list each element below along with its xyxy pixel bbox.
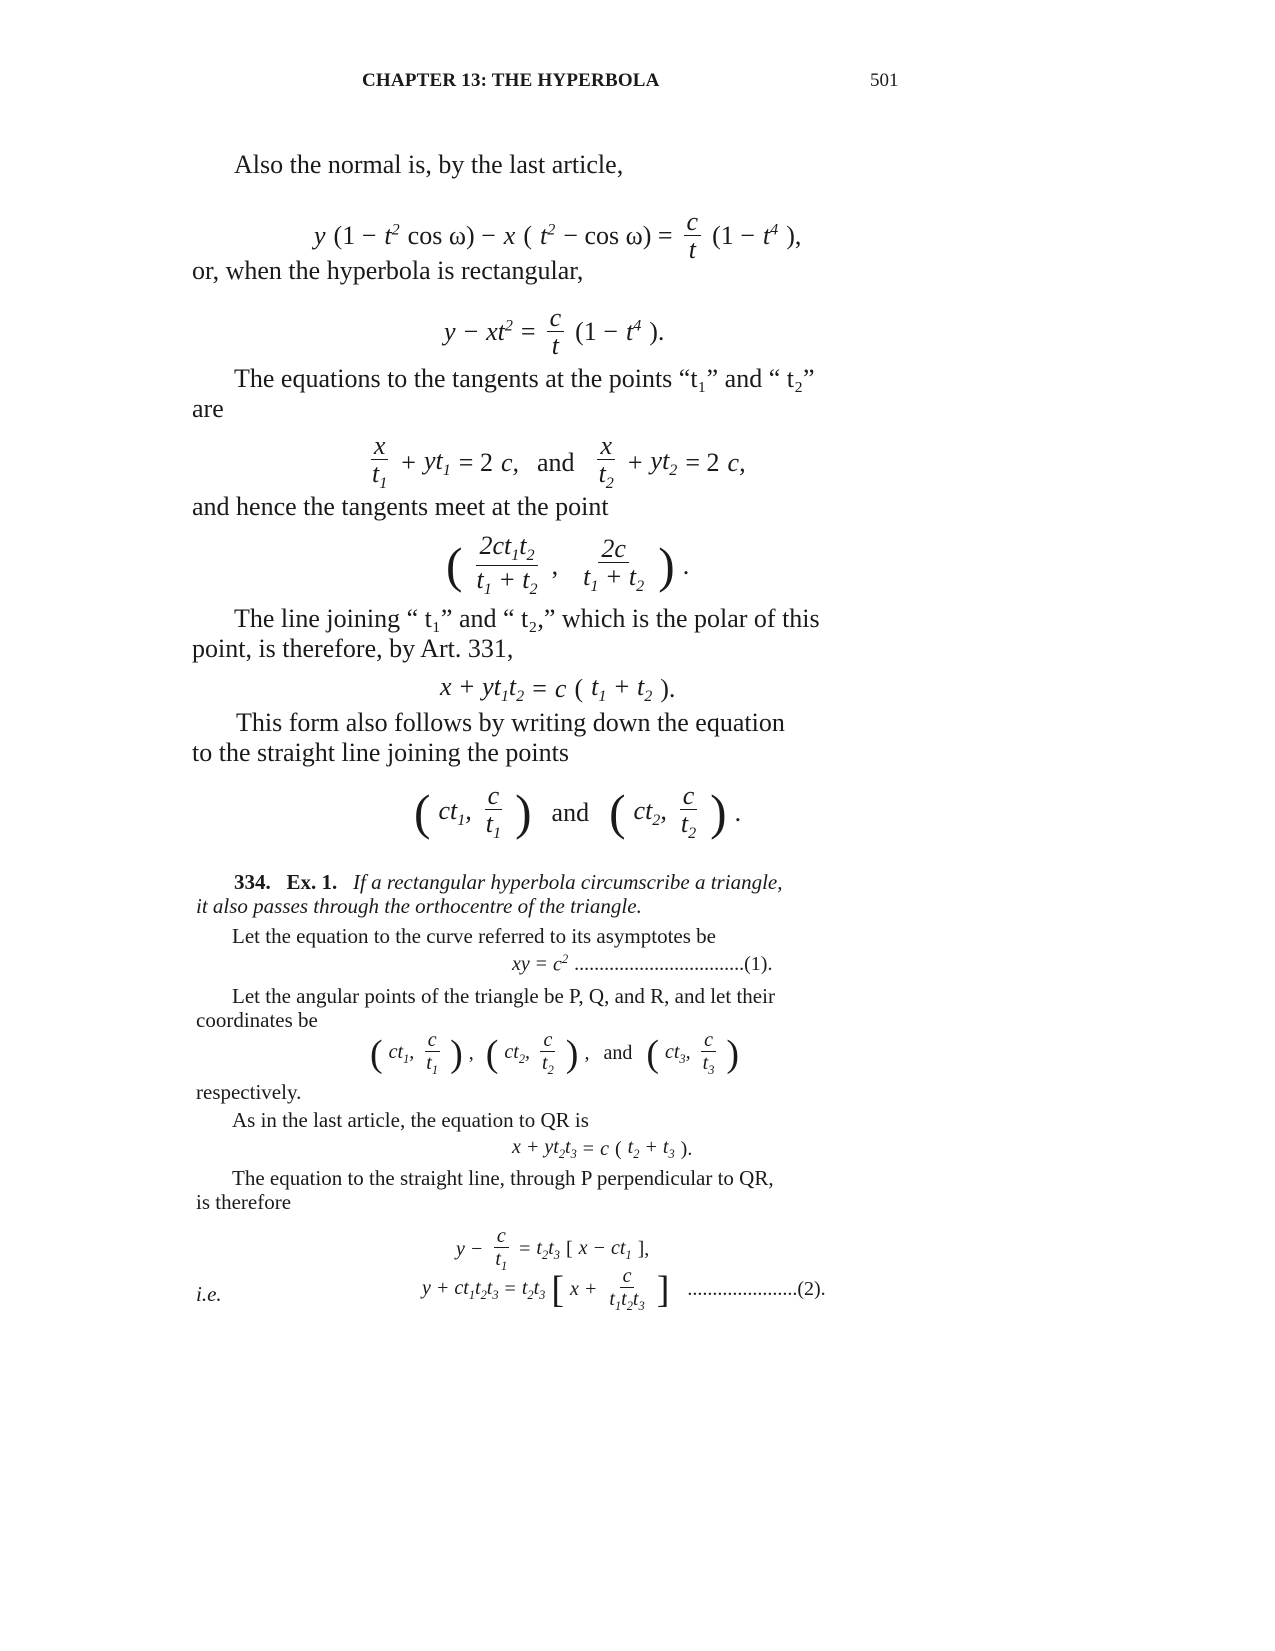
equation-tangents: $\frac{x}{t_1}$ + $yt_1$ = 2 c, and $\frac{x}{t_2}$ + $yt_2$ = 2 c, <box>372 431 746 493</box>
paragraph-form-cont: to the straight line joining the points <box>192 738 569 767</box>
paragraph-respectively: respectively. <box>196 1080 302 1104</box>
example-statement: If a rectangular hyperbola circumscribe a triangle, <box>353 870 783 894</box>
paragraph-polar-cont: point, is therefore, by Art. 331, <box>192 634 514 663</box>
equation-points: ( $ct_1$, $\frac{c}{t_1}$ ) and ( $ct_2$, $\frac{c}{t_2}$ ) . <box>414 781 742 843</box>
equation-vertices: ( $ct_1$, $\frac{c}{t_1}$ ) , ( $ct_2$, $\frac{c}{t_2}$ ) , and ( $ct_3$, $\frac{c}{t_3}$ ) <box>370 1029 740 1077</box>
equation-perpendicular: y − $\frac{c}{t_1}$ = $t_2t_3$ [ $x - ct_1$ ], <box>456 1225 650 1273</box>
equation-chord: $x + yt_1t_2$ = c ( $t_1 + t_2$ ). <box>440 672 676 706</box>
paragraph-tangents-cont: are <box>192 394 224 423</box>
paragraph-tangents-meet: and hence the tangents meet at the point <box>192 492 609 521</box>
paragraph-coordinates: coordinates be <box>196 1008 318 1032</box>
equation-2: $y + ct_1t_2t_3$ = $t_2t_3$ [ x + $\frac{c}{t_1t_2t_3}$ ] ......................(2). <box>422 1265 826 1313</box>
example-label: Ex. 1. <box>286 870 338 894</box>
paragraph-therefore: is therefore <box>196 1190 292 1214</box>
equation-tag-2: ......................(2). <box>687 1278 826 1301</box>
equation-normal-rectangular: $y - xt^2$ = $\frac{c}{t}$ (1 − $t^4$ ). <box>444 303 665 361</box>
paragraph-tangents: The equations to the tangents at the points “t₁” and “ t₂” <box>234 364 815 393</box>
paragraph-qr: As in the last article, the equation to QR is <box>232 1108 589 1132</box>
and-word: and <box>537 447 575 477</box>
example-heading <box>234 870 782 895</box>
equation-normal: y (1 − $t^2$ cos ω) − x ( $t^2$ − cos ω) = $\frac{c}{t}$ (1 − $t^4$ ), <box>314 207 802 265</box>
example-statement-cont: it also passes through the orthocentre of the triangle. <box>196 894 642 918</box>
equation-tag-1: ..................................(1). <box>574 952 773 975</box>
equation-meet-point: ( $\frac{2ct_1t_2}{t_1 + t_2}$ , $\frac{2c}{t_1 + t_2}$ ) . <box>446 531 690 599</box>
paragraph-form: This form also follows by writing down the equation <box>236 708 785 737</box>
paragraph-perpendicular: The equation to the straight line, through P perpendicular to QR, <box>232 1166 774 1190</box>
page-number: 501 <box>870 70 899 91</box>
article-number: 334. <box>234 870 271 894</box>
and-word-2: and <box>551 797 590 827</box>
paragraph-asymptotes: Let the equation to the curve referred to its asymptotes be <box>232 924 716 948</box>
paragraph-normal-intro: Also the normal is, by the last article, <box>234 150 624 179</box>
equation-1: xy = $c^2$ ..................................(1). <box>512 952 773 976</box>
and-word-3: and <box>603 1042 633 1065</box>
equation-qr: $x + yt_2t_3$ = c ( $t_2 + t_3$ ). <box>512 1136 693 1161</box>
ie-label: i.e. <box>196 1282 222 1306</box>
paragraph-rectangular: or, when the hyperbola is rectangular, <box>192 256 584 285</box>
running-header: CHAPTER 13: THE HYPERBOLA <box>362 70 660 91</box>
paragraph-angular-points: Let the angular points of the triangle be P, Q, and R, and let their <box>232 984 775 1008</box>
paragraph-polar: The line joining “ t₁” and “ t₂,” which is the polar of this <box>234 604 820 633</box>
